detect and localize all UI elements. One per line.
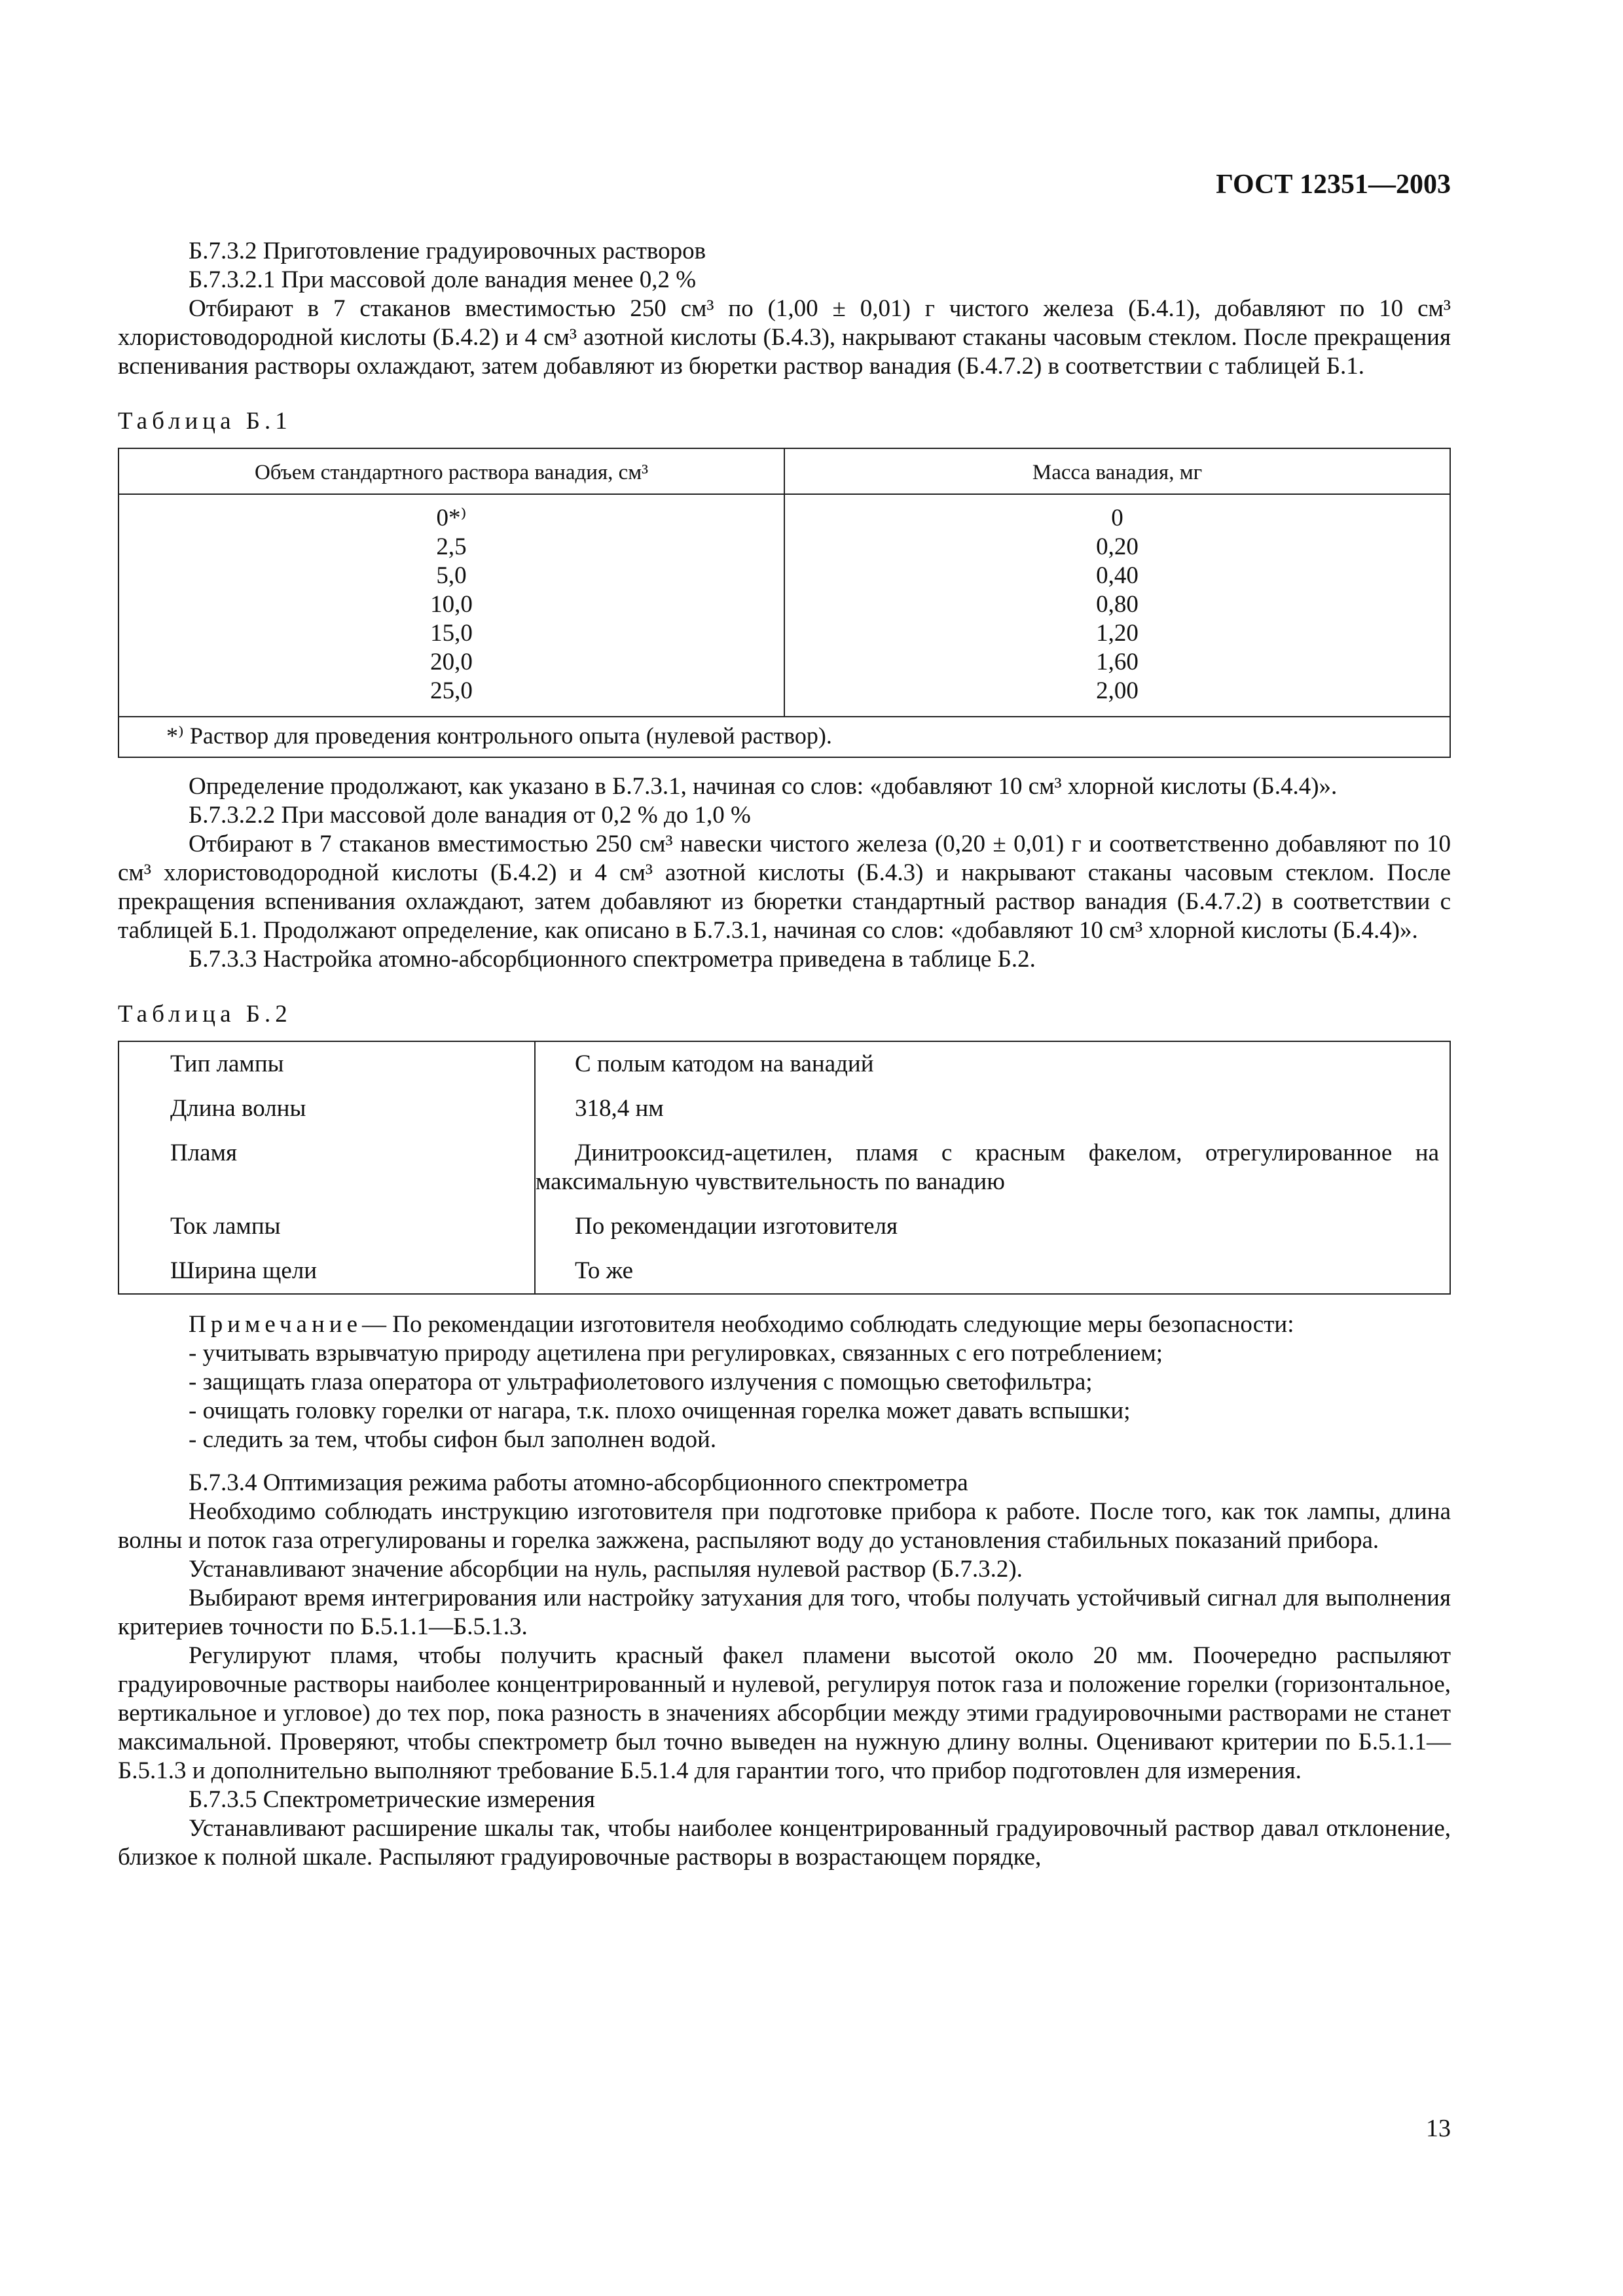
volume-value: 5,0 [436, 562, 467, 589]
table-b1 [118, 448, 1451, 758]
subsection-heading: Б.7.3.3 Настройка атомно-абсорбционного спектрометра приведена в таблице Б.2. [189, 946, 1036, 973]
param-value: По рекомендации изготовителя [575, 1213, 898, 1240]
param-value: Динитрооксид-ацетилен, пламя с красным факелом, отрегулированное на максимальную чувствительность по ванадию [536, 1139, 1439, 1195]
table-row [119, 1041, 1450, 1086]
paragraph: Регулируют пламя, чтобы получить красный факел пламени высотой около 20 мм. Поочередно распыляют градуировочные растворы наиболее концентрированный и нулевой, регулируя поток газа и положение горелки (горизонтальное, вертикальное и угловое) до тех пор, пока разность в значениях абсорбции между этими градуировочными растворами не станет максимальной. Проверяют, чтобы спектрометр был точно выведен на нужную длину волны. Оценивают критерии по Б.5.1.1—Б.5.1.3 и дополнительно выполняют требование Б.5.1.4 для гарантии того, что прибор подготовлен для измерения. [118, 1642, 1451, 1784]
paragraph: Устанавливают расширение шкалы так, чтобы наиболее концентрированный градуировочный раствор давал отклонение, близкое к полной шкале. Распыляют градуировочные растворы в возрастающем порядке, [118, 1815, 1451, 1871]
param-name: Ток лампы [119, 1204, 535, 1249]
list-item: - защищать глаза оператора от ультрафиолетового излучения с помощью светофильтра; [189, 1369, 1093, 1395]
document-body [118, 237, 1451, 1872]
table-footnote: *⁾ Раствор для проведения контрольного опыта (нулевой раствор). [119, 717, 1450, 757]
volume-value: 0*⁾ [436, 505, 467, 531]
paragraph: Определение продолжают, как указано в Б.7.3.1, начиная со слов: «добавляют 10 см³ хлорной кислоты (Б.4.4)». [189, 773, 1338, 800]
table-header-volume: Объем стандартного раствора ванадия, см³ [119, 448, 784, 494]
list-item: - учитывать взрывчатую природу ацетилена при регулировках, связанных с его потреблением; [189, 1340, 1163, 1367]
mass-value: 1,60 [1096, 649, 1139, 675]
table-row [119, 1204, 1450, 1249]
volume-value: 20,0 [430, 649, 473, 675]
paragraph: Устанавливают значение абсорбции на нуль, распыляя нулевой раствор (Б.7.3.2). [189, 1556, 1023, 1583]
subsection-heading: Б.7.3.5 Спектрометрические измерения [189, 1786, 595, 1813]
table-row [119, 1131, 1450, 1204]
volume-value: 2,5 [436, 533, 467, 560]
mass-value: 0,20 [1096, 533, 1139, 560]
paragraph: Выбирают время интегрирования или настройку затухания для того, чтобы получать устойчивый сигнал для выполнения критериев точности по Б.5.1.1—Б.5.1.3. [118, 1585, 1451, 1640]
table-b2 [118, 1041, 1451, 1295]
param-value: 318,4 нм [575, 1095, 664, 1122]
mass-value: 1,20 [1096, 620, 1139, 647]
param-name: Ширина щели [119, 1249, 535, 1294]
note-label: Примечание [189, 1311, 362, 1338]
table-row [119, 1249, 1450, 1294]
subsection-heading: Б.7.3.2.1 При массовой доле ванадия менее 0,2 % [189, 266, 697, 293]
subsection-heading: Б.7.3.2.2 При массовой доле ванадия от 0,2 % до 1,0 % [189, 802, 751, 829]
paragraph: Отбирают в 7 стаканов вместимостью 250 см³ навески чистого железа (0,20 ± 0,01) г и соответственно добавляют по 10 см³ хлористоводородной кислоты (Б.4.2) и 4 см³ азотной кислоты (Б.4.3) и накрывают стаканы часовым стеклом. После прекращения вспенивания охлаждают, затем добавляют из бюретки стандартный раствор ванадия (Б.4.7.2) в соответствии с таблицей Б.1. Продолжают определение, как описано в Б.7.3.1, начиная со слов: «добавляют 10 см³ хлорной кислоты (Б.4.4)». [118, 831, 1451, 944]
param-value: То же [575, 1257, 634, 1284]
table-caption: Таблица Б.2 [118, 1001, 292, 1028]
table-header-mass: Масса ванадия, мг [784, 448, 1450, 494]
section-heading: Б.7.3.2 Приготовление градуировочных растворов [189, 238, 706, 264]
mass-value: 0,80 [1096, 591, 1139, 618]
page-number: 13 [1426, 2115, 1451, 2142]
mass-value: 0 [1111, 505, 1123, 531]
volume-value: 15,0 [430, 620, 473, 647]
note-text: — По рекомендации изготовителя необходимо соблюдать следующие меры безопасности: [362, 1311, 1294, 1338]
mass-value: 0,40 [1096, 562, 1139, 589]
volume-value: 25,0 [430, 677, 473, 704]
param-name: Длина волны [119, 1086, 535, 1131]
list-item: - следить за тем, чтобы сифон был заполнен водой. [189, 1426, 717, 1453]
table-caption: Таблица Б.1 [118, 408, 292, 435]
table-row [119, 1086, 1450, 1131]
volume-column [119, 494, 784, 717]
paragraph: Необходимо соблюдать инструкцию изготовителя при подготовке прибора к работе. После того, как ток лампы, длина волны и поток газа отрегулированы и горелка зажжена, распыляют воду до установления стабильных показаний прибора. [118, 1498, 1451, 1554]
note [118, 1310, 1451, 1339]
param-name: Тип лампы [119, 1041, 535, 1086]
paragraph: Отбирают в 7 стаканов вместимостью 250 см³ по (1,00 ± 0,01) г чистого железа (Б.4.1), добавляют по 10 см³ хлористоводородной кислоты (Б.4.2) и 4 см³ азотной кислоты (Б.4.3), накрывают стаканы часовым стеклом. После прекращения вспенивания растворы охлаждают, затем добавляют из бюретки раствор ванадия (Б.4.7.2) в соответствии с таблицей Б.1. [118, 295, 1451, 380]
mass-column [784, 494, 1450, 717]
param-value: С полым катодом на ванадий [575, 1050, 874, 1077]
list-item: - очищать головку горелки от нагара, т.к. плохо очищенная горелка может давать вспышки; [189, 1397, 1131, 1424]
subsection-heading: Б.7.3.4 Оптимизация режима работы атомно-абсорбционного спектрометра [189, 1469, 968, 1496]
mass-value: 2,00 [1096, 677, 1139, 704]
volume-value: 10,0 [430, 591, 473, 618]
note-list [118, 1339, 1451, 1454]
document-header: ГОСТ 12351—2003 [1216, 170, 1451, 200]
param-name: Пламя [119, 1131, 535, 1204]
